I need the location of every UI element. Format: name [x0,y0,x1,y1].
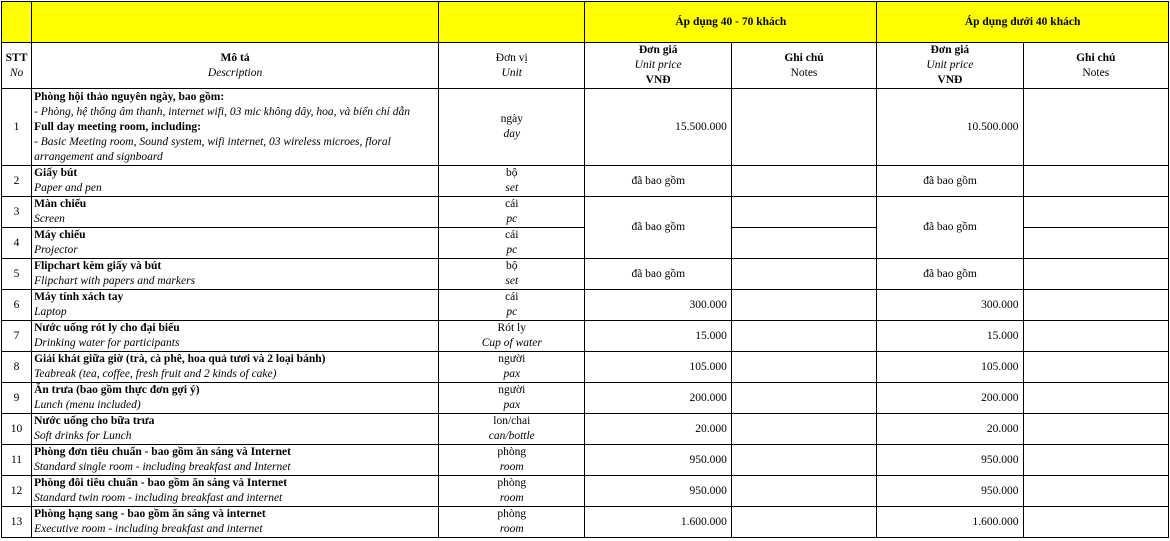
row-stt: 9 [2,383,32,414]
row-stt: 2 [2,166,32,197]
notes-en-label: Notes [1082,66,1110,79]
row-notes-under-40 [1023,321,1168,352]
table-row [2,166,1169,197]
row-description [32,445,439,476]
row-unit-en: pc [506,244,518,256]
row-price-40-70: 200.000 [585,383,731,414]
row-unit [439,321,585,352]
row-unit [439,352,585,383]
row-sub-en-cont: arrangement and signboard [34,150,163,163]
header-blank-unit [439,2,585,43]
row-unit-en: Cup of water [481,337,542,349]
notes-vi-label: Ghi chú [1076,51,1116,64]
row-title-en: Laptop [34,306,67,318]
notes-en-label: Notes [790,66,818,79]
row-unit [439,197,585,228]
unit-vi-label: Đơn vị [495,51,528,64]
row-unit-vi: ngày [500,113,523,125]
row-price-40-70: 105.000 [585,352,731,383]
row-notes-under-40 [1023,445,1168,476]
table-row [2,197,1169,228]
row-unit [439,290,585,321]
row-description [32,89,439,166]
row-notes-under-40 [1023,89,1168,166]
row-price-40-70: đã bao gồm [585,197,731,259]
row-title-en: Standard single room - including breakfast and Internet [34,461,291,473]
row-unit-vi: người [498,353,526,365]
row-notes-under-40 [1023,476,1168,507]
row-price-under-40: 15.000 [877,321,1023,352]
notes-vi-label: Ghi chú [784,51,824,64]
row-title-vi: Màn chiếu [34,198,87,210]
row-notes-40-70 [731,197,876,228]
row-description [32,507,439,538]
row-sub-vi: - Phòng, hệ thống âm thanh, internet wifi, 03 mic không dây, hoa, và biển chỉ dẫn [34,105,410,118]
row-price-40-70: 15.500.000 [585,89,731,166]
row-stt: 3 [2,197,32,228]
row-title-en: Flipchart with papers and markers [34,275,196,287]
row-unit-vi: cái [505,229,519,241]
row-title-vi: Ăn trưa (bao gồm thực đơn gợi ý) [34,384,200,396]
row-unit-en: pax [503,399,521,411]
row-description [32,197,439,228]
column-header-description [32,43,439,89]
row-title-en: Executive room - including breakfast and internet [34,523,263,535]
row-title-vi: Máy chiếu [34,229,86,241]
row-stt: 8 [2,352,32,383]
column-header-notes-1 [731,43,876,89]
row-notes-under-40 [1023,352,1168,383]
group-header-under-40: Áp dụng dưới 40 khách [877,2,1169,43]
column-header-stt [2,43,32,89]
row-notes-under-40 [1023,166,1168,197]
column-header-notes-2 [1023,43,1168,89]
row-notes-under-40 [1023,507,1168,538]
row-title-vi: Máy tính xách tay [34,291,124,303]
row-stt: 6 [2,290,32,321]
row-notes-40-70 [731,476,876,507]
row-stt: 11 [2,445,32,476]
row-price-40-70: đã bao gồm [585,259,731,290]
row-stt: 4 [2,228,32,259]
row-unit [439,507,585,538]
row-unit [439,414,585,445]
row-unit-en: room [499,523,524,535]
row-unit-vi: phòng [497,508,527,520]
table-row [2,352,1169,383]
no-label: No [9,66,24,79]
row-unit-en: pax [503,368,521,380]
row-price-40-70: 300.000 [585,290,731,321]
row-description [32,166,439,197]
row-price-under-40: 105.000 [877,352,1023,383]
row-title-vi: Phòng đôi tiêu chuẩn - bao gồm ăn sáng và Internet [34,477,288,489]
price-en-label: Unit price [634,59,682,71]
row-unit-vi: lon/chai [493,415,531,427]
row-unit [439,89,585,166]
row-notes-40-70 [731,414,876,445]
row-description [32,383,439,414]
row-title-vi: Phòng đơn tiêu chuẩn - bao gồm ăn sáng và Internet [34,446,291,458]
row-price-under-40: đã bao gồm [877,197,1023,259]
row-notes-40-70 [731,166,876,197]
row-title-en: Soft drinks for Lunch [34,430,132,442]
group-header-40-70: Áp dụng 40 - 70 khách [585,2,877,43]
table-row [2,321,1169,352]
row-stt: 5 [2,259,32,290]
row-notes-under-40 [1023,197,1168,228]
header-blank-desc [32,2,439,43]
row-title-en: Full day meeting room, including: [34,120,201,133]
unit-en-label: Unit [501,66,522,79]
row-price-under-40: 20.000 [877,414,1023,445]
row-unit-vi: người [498,384,526,396]
row-price-under-40: 1.600.000 [877,507,1023,538]
row-price-under-40: 300.000 [877,290,1023,321]
row-unit-en: can/bottle [488,430,535,442]
row-unit [439,476,585,507]
row-unit [439,259,585,290]
row-stt: 10 [2,414,32,445]
row-unit-en: set [505,182,519,194]
row-description [32,414,439,445]
row-unit-en: pc [506,306,518,318]
row-notes-40-70 [731,507,876,538]
row-notes-40-70 [731,445,876,476]
row-title-en: Teabreak (tea, coffee, fresh fruit and 2 kinds of cake) [34,368,277,380]
row-stt: 13 [2,507,32,538]
desc-en-label: Description [207,66,263,79]
row-stt: 12 [2,476,32,507]
row-notes-under-40 [1023,228,1168,259]
row-description [32,259,439,290]
column-header-unit [439,43,585,89]
row-title-en: Standard twin room - including breakfast and internet [34,492,283,504]
row-title-en: Projector [34,244,78,256]
row-unit-en: set [505,275,519,287]
table-row [2,414,1169,445]
row-unit [439,228,585,259]
row-title-vi: Phòng hội thảo nguyên ngày, bao gồm: [34,90,225,103]
price-currency-label: VNĐ [937,74,963,86]
row-price-under-40: đã bao gồm [877,166,1023,197]
price-vi-label: Đơn giá [638,44,678,56]
row-title-vi: Nước uống rót ly cho đại biểu [34,322,180,334]
row-price-under-40: 950.000 [877,476,1023,507]
table-row [2,383,1169,414]
row-price-under-40: 10.500.000 [877,89,1023,166]
row-price-40-70: 20.000 [585,414,731,445]
stt-label: STT [5,51,28,64]
row-notes-40-70 [731,259,876,290]
row-price-40-70: đã bao gồm [585,166,731,197]
row-title-vi: Phòng hạng sang - bao gồm ăn sáng và internet [34,508,266,520]
row-price-under-40: 200.000 [877,383,1023,414]
row-title-vi: Flipchart kèm giấy và bút [34,260,162,272]
row-price-under-40: đã bao gồm [877,259,1023,290]
row-notes-under-40 [1023,383,1168,414]
table-row [2,290,1169,321]
row-notes-40-70 [731,383,876,414]
row-notes-under-40 [1023,259,1168,290]
row-notes-40-70 [731,321,876,352]
row-unit-vi: bộ [506,260,518,272]
row-notes-under-40 [1023,414,1168,445]
table-row [2,89,1169,166]
row-notes-40-70 [731,352,876,383]
row-notes-40-70 [731,228,876,259]
header-blank-stt [2,2,32,43]
row-title-en: Lunch (menu included) [34,399,141,411]
row-sub-en: - Basic Meeting room, Sound system, wifi internet, 03 wireless microes, floral [34,135,391,148]
row-unit [439,383,585,414]
price-en-label: Unit price [926,59,974,71]
row-unit-vi: phòng [497,446,527,458]
table-row [2,259,1169,290]
row-title-en: Drinking water for participants [34,337,180,349]
desc-vi-label: Mô tả [220,51,250,64]
row-title-en: Paper and pen [34,182,102,194]
row-price-under-40: 950.000 [877,445,1023,476]
row-notes-40-70 [731,89,876,166]
row-description [32,228,439,259]
row-price-40-70: 950.000 [585,476,731,507]
row-unit-en: room [499,492,524,504]
row-description [32,476,439,507]
row-unit [439,166,585,197]
price-vi-label: Đơn giá [930,44,970,56]
row-unit-vi: cái [505,291,519,303]
row-title-en: Screen [34,213,65,225]
row-unit [439,445,585,476]
row-description [32,290,439,321]
row-title-vi: Giải khát giữa giờ (trà, cà phê, hoa quả tươi và 2 loại bánh) [34,353,326,365]
row-title-vi: Giấy bút [34,167,78,179]
row-description [32,352,439,383]
row-unit-vi: phòng [497,477,527,489]
row-unit-vi: bộ [506,167,518,179]
row-price-40-70: 950.000 [585,445,731,476]
price-table [1,1,1169,538]
row-unit-vi: Rót ly [497,322,526,334]
row-unit-en: pc [506,213,518,225]
row-notes-40-70 [731,290,876,321]
row-price-40-70: 15.000 [585,321,731,352]
row-unit-en: day [503,128,521,140]
row-description [32,321,439,352]
row-notes-under-40 [1023,290,1168,321]
table-row [2,445,1169,476]
row-price-40-70: 1.600.000 [585,507,731,538]
row-stt: 7 [2,321,32,352]
row-unit-vi: cái [505,198,519,210]
price-currency-label: VNĐ [645,74,671,86]
column-header-price-1 [585,43,731,89]
row-unit-en: room [499,461,524,473]
column-header-price-2 [877,43,1023,89]
row-stt: 1 [2,89,32,166]
table-row [2,507,1169,538]
table-row [2,476,1169,507]
row-title-vi: Nước uống cho bữa trưa [34,415,155,427]
